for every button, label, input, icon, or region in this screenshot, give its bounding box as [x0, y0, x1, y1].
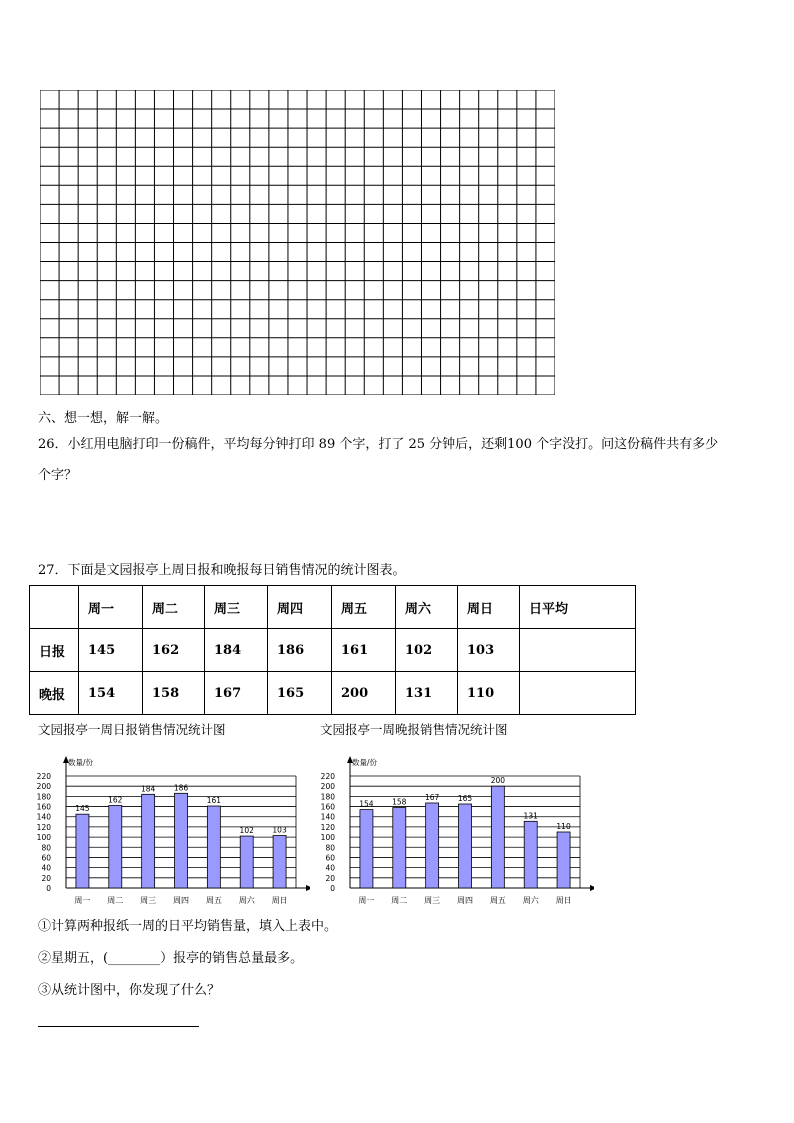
bar	[524, 821, 537, 888]
x-axis-arrow	[590, 885, 594, 891]
question-27-sub3: ③从统计图中，你发现了什么？	[38, 983, 221, 998]
bar-value-label: 145	[75, 804, 90, 814]
bar-value-label: 110	[556, 822, 571, 831]
bar	[491, 786, 504, 888]
table-cell-answer[interactable]	[520, 629, 636, 672]
bar	[76, 814, 89, 888]
y-tick-label: 0	[46, 884, 51, 893]
x-tick-label: 周四	[457, 896, 473, 905]
bar-value-label: 102	[239, 826, 254, 836]
table-cell: 日报	[30, 629, 79, 672]
table-cell: 158	[143, 672, 205, 715]
table-cell: 200	[332, 672, 396, 715]
table-cell: 162	[143, 629, 205, 672]
table-cell: 161	[332, 629, 396, 672]
bar-value-label: 186	[173, 783, 189, 793]
table-cell: 周三	[205, 586, 268, 629]
table-cell: 周日	[458, 586, 520, 629]
y-tick-label: 220	[36, 772, 51, 781]
question-26-line2: 个字？	[38, 468, 78, 483]
y-tick-label: 0	[330, 884, 335, 893]
question-27-sub2: ②星期五，(________）报亭的销售总量最多。	[38, 951, 304, 966]
question-26-line1: 26．小红用电脑打印一份稿件，平均每分钟打印 89 个字，打了 25 分钟后，还剩100 个字没打。问这份稿件共有多少	[38, 437, 719, 452]
table-cell: 日平均	[520, 586, 636, 629]
x-tick-label: 周一	[74, 896, 91, 905]
y-tick-label: 40	[325, 863, 335, 873]
x-tick-label: 周日	[271, 896, 288, 905]
bar-value-label: 200	[490, 776, 506, 786]
bar	[175, 793, 188, 888]
y-tick-label: 60	[41, 853, 51, 863]
y-tick-label: 140	[320, 812, 335, 822]
bar	[240, 836, 253, 888]
y-tick-label: 100	[36, 833, 51, 843]
x-tick-label: 周六	[238, 896, 255, 905]
evening-sales-chart	[314, 752, 594, 910]
table-row	[30, 672, 636, 715]
table-cell: 131	[396, 672, 458, 715]
y-tick-label: 20	[41, 873, 51, 883]
table-header-row	[30, 586, 636, 629]
table-cell: 102	[396, 629, 458, 672]
bar	[393, 808, 406, 888]
chart-title-evening: 文园报亭一周晚报销售情况统计图	[320, 722, 508, 737]
table-cell: 184	[205, 629, 268, 672]
table-cell: 周二	[143, 586, 205, 629]
x-tick-label: 周二	[107, 896, 124, 905]
x-tick-label: 周六	[522, 896, 539, 905]
y-tick-label: 40	[41, 863, 51, 873]
table-cell-answer[interactable]	[520, 672, 636, 715]
x-tick-label: 周日	[555, 896, 572, 905]
y-tick-label: 80	[41, 843, 51, 853]
bar	[273, 836, 286, 888]
bar	[142, 794, 155, 888]
y-tick-label: 200	[320, 782, 335, 792]
y-tick-label: 160	[320, 802, 335, 812]
bar-value-label: 184	[140, 784, 156, 794]
table-cell: 167	[205, 672, 268, 715]
table-cell: 154	[79, 672, 143, 715]
daily-sales-chart	[30, 752, 310, 910]
table-cell: 110	[458, 672, 520, 715]
bar-value-label: 167	[424, 792, 440, 802]
y-tick-label: 220	[320, 772, 335, 781]
bar-value-label: 158	[392, 797, 407, 807]
y-tick-label: 60	[325, 853, 335, 863]
bar-value-label: 103	[272, 825, 287, 835]
bar-value-label: 161	[206, 796, 222, 806]
x-axis-arrow	[306, 885, 310, 891]
y-tick-label: 120	[320, 822, 335, 832]
bar	[360, 810, 373, 888]
bar-value-label: 162	[108, 795, 123, 805]
y-tick-label: 140	[36, 812, 51, 822]
bar	[109, 806, 122, 888]
bar	[207, 806, 220, 888]
chart-title-daily: 文园报亭一周日报销售情况统计图	[38, 722, 226, 737]
table-cell: 周五	[332, 586, 396, 629]
sales-table	[29, 585, 636, 715]
table-cell: 周一	[79, 586, 143, 629]
y-tick-label: 20	[325, 873, 335, 883]
bar-value-label: 165	[457, 794, 473, 803]
y-tick-label: 100	[320, 833, 335, 843]
x-tick-label: 周五	[205, 896, 222, 905]
table-cell	[30, 586, 79, 629]
table-cell: 165	[268, 672, 332, 715]
bar	[557, 832, 570, 888]
x-tick-label: 周三	[140, 896, 157, 905]
y-tick-label: 160	[36, 802, 51, 812]
x-tick-label: 周一	[358, 896, 375, 905]
table-cell: 周四	[268, 586, 332, 629]
x-tick-label: 周四	[173, 896, 189, 905]
y-tick-label: 80	[325, 843, 335, 853]
x-tick-label: 周三	[424, 896, 441, 905]
question-27-intro: 27．下面是文园报亭上周日报和晚报每日销售情况的统计图表。	[38, 563, 406, 578]
answer-line	[38, 1026, 199, 1027]
x-tick-label: 周二	[391, 896, 408, 905]
table-cell: 186	[268, 629, 332, 672]
question-27-sub1: ①计算两种报纸一周的日平均销售量，填入上表中。	[38, 919, 338, 934]
section-heading: 六、想一想，解一解。	[38, 411, 169, 426]
table-row	[30, 629, 636, 672]
y-tick-label: 200	[36, 782, 51, 792]
y-tick-label: 180	[320, 792, 335, 802]
y-tick-label: 180	[36, 792, 51, 802]
table-cell: 晚报	[30, 672, 79, 715]
bar	[459, 804, 472, 888]
table-cell: 145	[79, 629, 143, 672]
bar	[426, 803, 439, 888]
writing-grid	[40, 90, 555, 395]
table-cell: 103	[458, 629, 520, 672]
bar-value-label: 131	[523, 811, 538, 821]
x-tick-label: 周五	[489, 896, 506, 905]
bar-value-label: 154	[359, 799, 374, 809]
y-axis-label: 数量/份	[68, 758, 94, 767]
y-tick-label: 120	[36, 822, 51, 832]
table-cell: 周六	[396, 586, 458, 629]
y-axis-label: 数量/份	[352, 758, 378, 767]
